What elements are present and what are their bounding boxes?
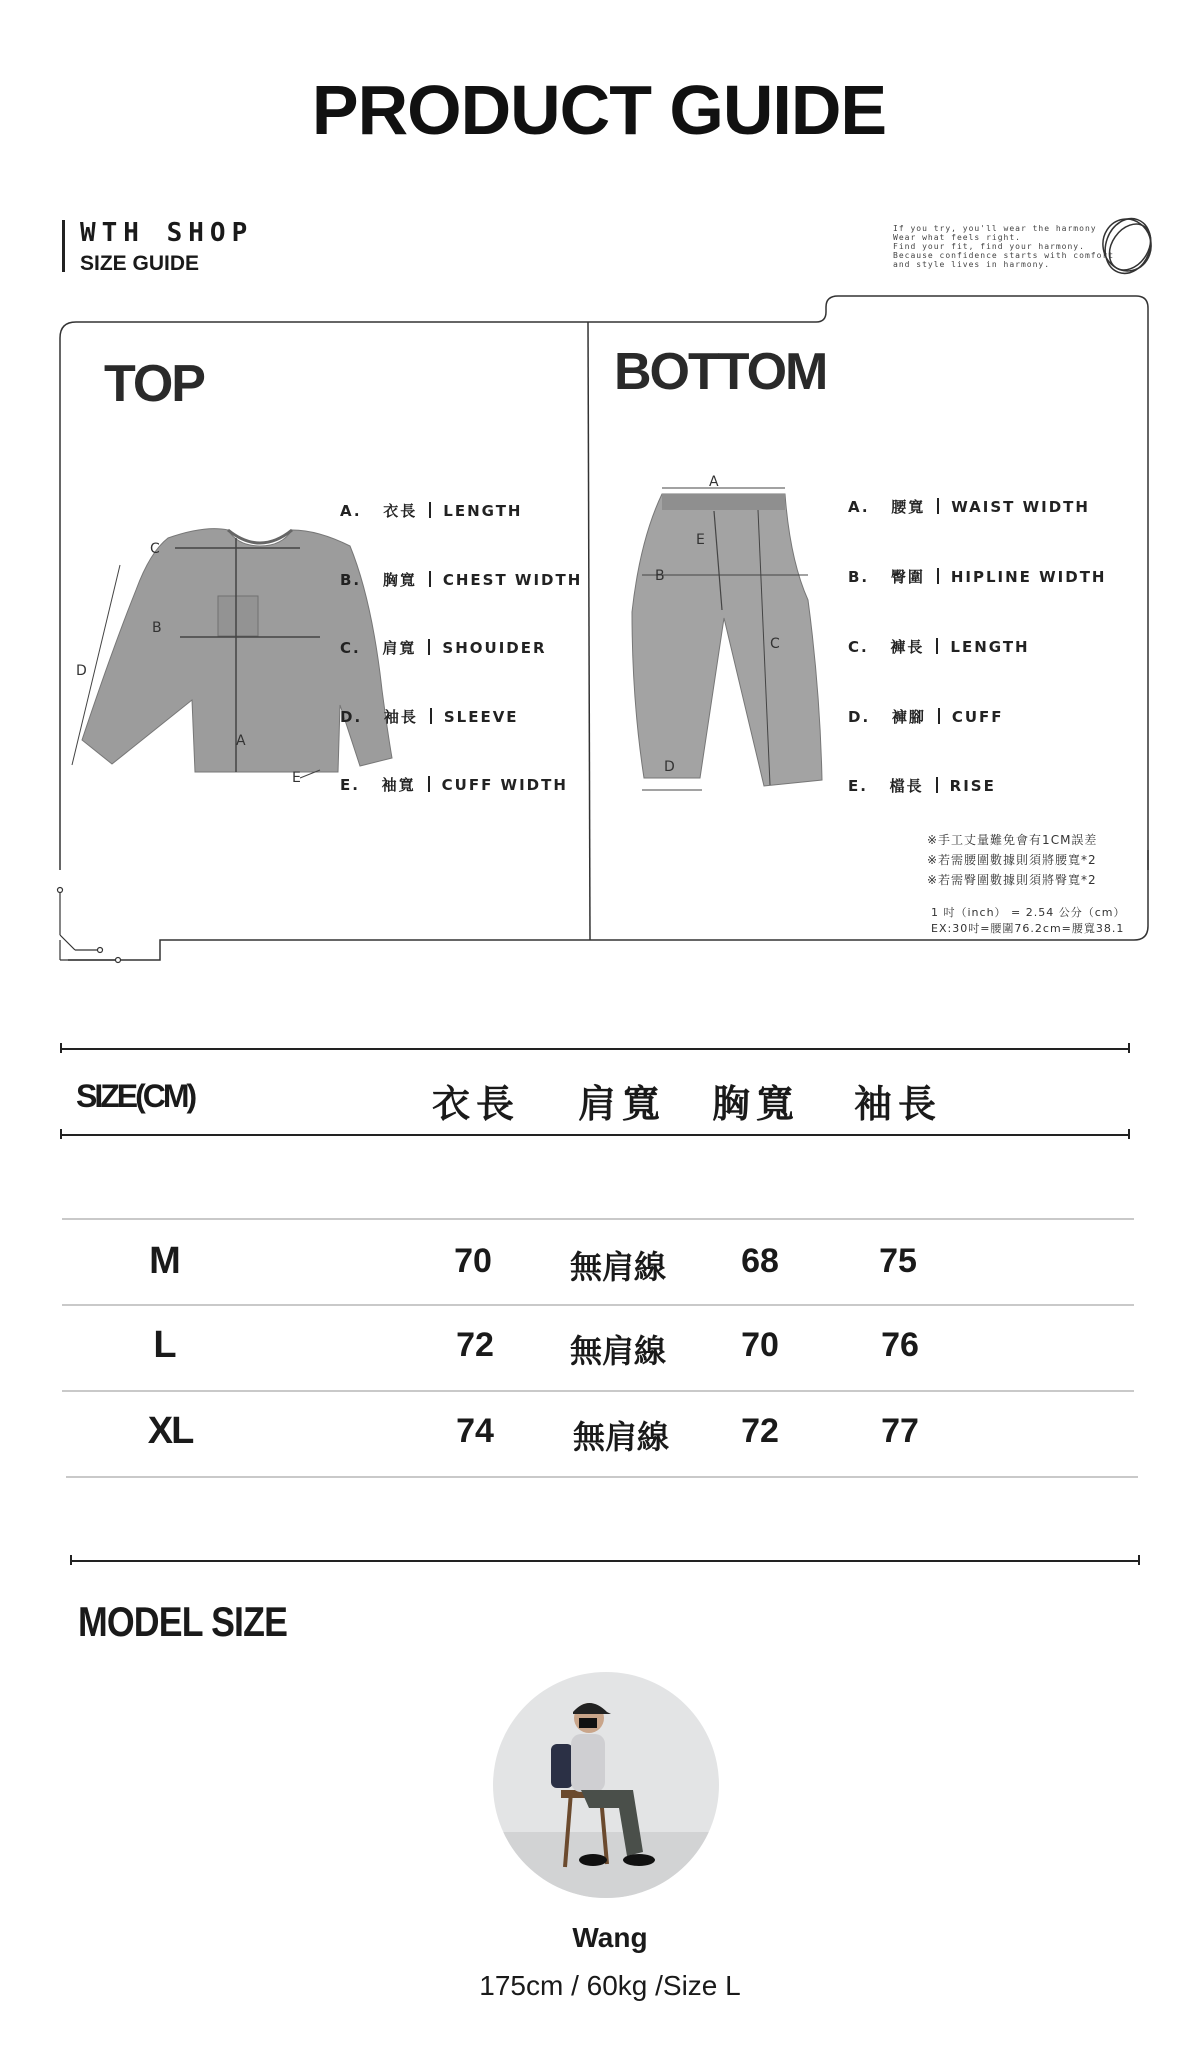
column-header-shoulder: 肩寬	[578, 1082, 667, 1126]
size-column-label: SIZE(CM)	[76, 1078, 195, 1114]
bottom-measure-b: B. 臀圍 HIPLINE WIDTH	[848, 568, 1107, 586]
cell-chest: 72	[741, 1412, 779, 1450]
svg-text:D: D	[76, 663, 87, 679]
measurement-notes	[927, 830, 1097, 890]
table-row	[0, 1304, 1198, 1390]
row-size: XL	[147, 1410, 193, 1452]
column-header-length: 衣長	[432, 1082, 521, 1126]
table-header-rule	[60, 1134, 1130, 1136]
top-measure-d: D. 袖長 SLEEVE	[340, 708, 519, 726]
top-measure-c: C. 肩寬 SHOUIDER	[340, 639, 547, 657]
swirl-logo-icon	[1098, 212, 1159, 280]
tagline-line: and style lives in harmony.	[893, 260, 1051, 269]
page-title: PRODUCT GUIDE	[311, 71, 887, 149]
table-row	[0, 1390, 1198, 1476]
cell-shoulder: 無肩線	[569, 1332, 666, 1370]
bottom-measure-d: D. 褲腳 CUFF	[848, 708, 1004, 726]
bottom-heading: BOTTOM	[614, 343, 827, 401]
svg-text:B: B	[655, 568, 665, 584]
model-spec: 175cm / 60kg /Size L	[479, 1970, 741, 2001]
svg-text:D: D	[664, 759, 675, 775]
row-size: M	[149, 1240, 179, 1282]
cell-chest: 68	[741, 1242, 779, 1280]
row-divider	[66, 1476, 1138, 1478]
bottom-measure-c: C. 褲長 LENGTH	[848, 638, 1030, 656]
tagline-line: Find your fit, find your harmony.	[893, 242, 1085, 251]
model-size-heading: MODEL SIZE	[78, 1598, 288, 1645]
table-top-rule	[60, 1048, 1130, 1050]
model-figure-icon	[493, 1672, 719, 1898]
cell-length: 74	[456, 1412, 494, 1450]
rule-tick	[1128, 1129, 1130, 1139]
unit-conversion	[931, 905, 1126, 937]
svg-text:C: C	[150, 541, 160, 557]
conversion-line: 1 吋（inch） = 2.54 公分（cm）	[931, 906, 1126, 919]
rule-tick	[1128, 1043, 1130, 1053]
bottom-measure-e: E. 檔長 RISE	[848, 777, 996, 795]
note-line: ※若需腰圍數據則須將腰寬*2	[927, 853, 1097, 867]
top-measure-a: A. 衣長 LENGTH	[340, 502, 523, 520]
note-line: ※手工丈量難免會有1CM誤差	[927, 833, 1098, 847]
bottom-garment-diagram	[632, 474, 822, 790]
bottom-measure-a: A. 腰寬 WAIST WIDTH	[848, 498, 1090, 516]
rule-tick	[1138, 1555, 1140, 1565]
rule-tick	[70, 1555, 72, 1565]
table-row	[0, 1218, 1198, 1304]
svg-text:A: A	[709, 474, 719, 490]
rule-tick	[60, 1043, 62, 1053]
column-header-sleeve: 袖長	[854, 1082, 943, 1126]
top-measure-b: B. 胸寬 CHEST WIDTH	[340, 571, 583, 589]
row-size: L	[153, 1324, 175, 1366]
rule-tick	[60, 1129, 62, 1139]
brand-name: WTH SHOP	[80, 218, 254, 248]
model-top-rule	[70, 1560, 1140, 1562]
brand-subtitle: SIZE GUIDE	[80, 252, 200, 275]
svg-text:B: B	[152, 620, 162, 636]
svg-text:E: E	[292, 770, 301, 786]
tagline-line: Because confidence starts with comfort	[893, 251, 1115, 260]
tagline-line: Wear what feels right.	[893, 233, 1021, 242]
cell-chest: 70	[741, 1326, 779, 1364]
model-name: Wang	[572, 1922, 648, 1953]
cell-sleeve: 76	[881, 1326, 919, 1364]
cell-sleeve: 77	[881, 1412, 919, 1450]
model-photo	[493, 1672, 719, 1898]
conversion-line: EX:30吋=腰圍76.2cm=腰寬38.1	[931, 922, 1125, 935]
cell-shoulder: 無肩線	[572, 1418, 669, 1456]
svg-text:E: E	[696, 532, 705, 548]
svg-text:C: C	[770, 636, 780, 652]
cell-length: 70	[454, 1242, 492, 1280]
top-heading: TOP	[104, 355, 204, 413]
top-measure-e: E. 袖寬 CUFF WIDTH	[340, 776, 568, 794]
column-header-chest: 胸寬	[712, 1082, 801, 1126]
cell-shoulder: 無肩線	[569, 1248, 666, 1286]
tagline-line: If you try, you'll wear the harmony	[893, 224, 1097, 233]
svg-text:A: A	[236, 733, 246, 749]
cell-sleeve: 75	[879, 1242, 917, 1280]
cell-length: 72	[456, 1326, 494, 1364]
note-line: ※若需臀圍數據則須將臀寬*2	[927, 873, 1097, 887]
